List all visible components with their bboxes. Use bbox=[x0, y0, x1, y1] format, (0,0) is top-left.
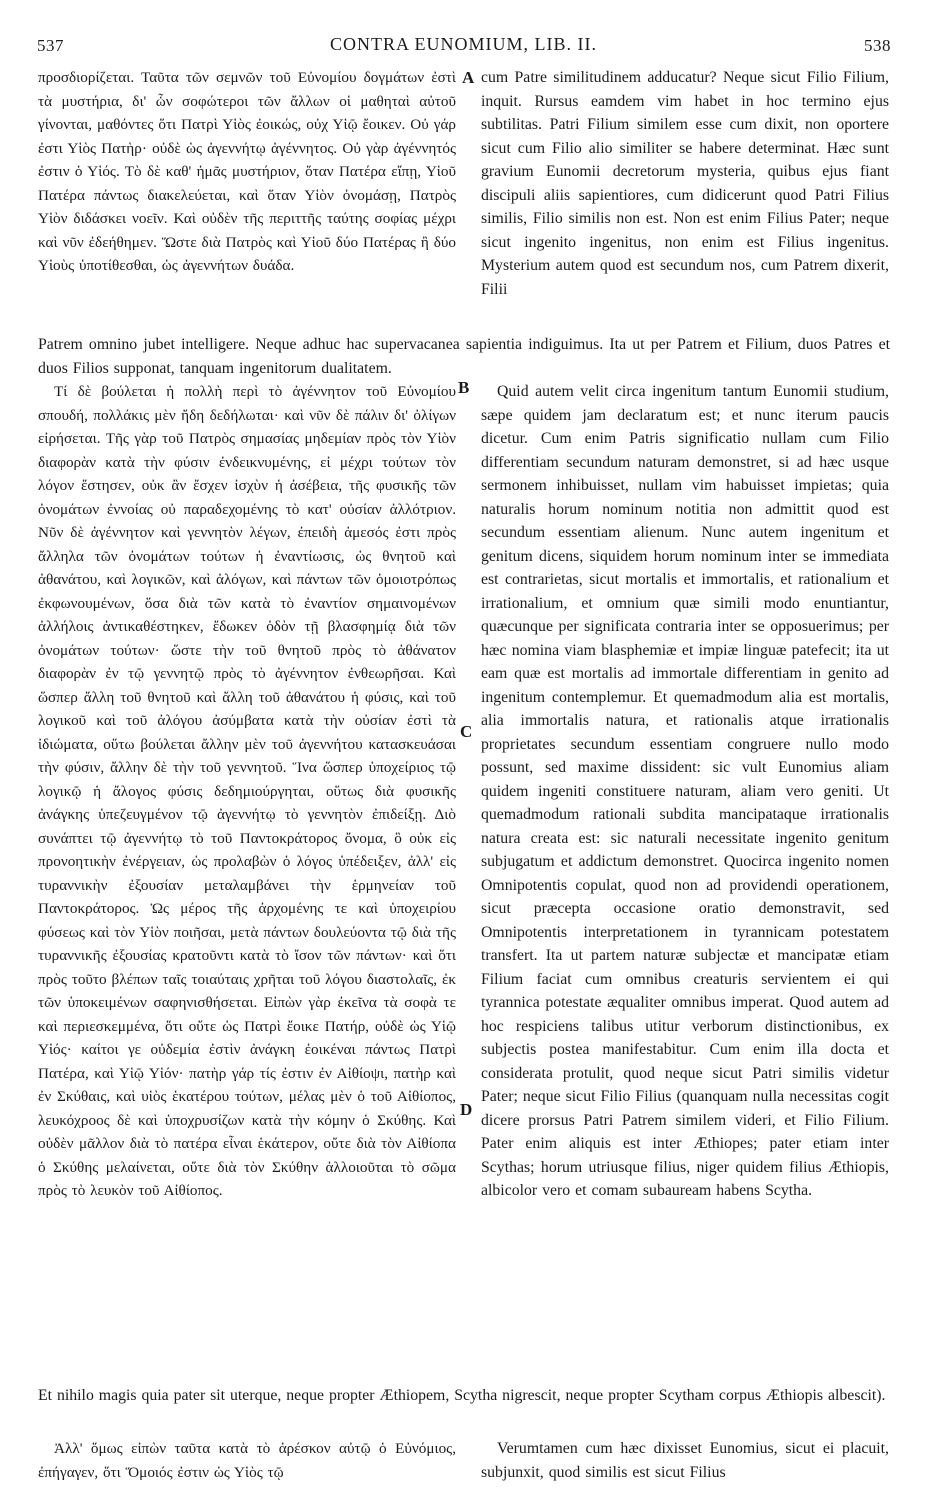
margin-mark-c: C bbox=[460, 722, 473, 741]
latin-column-para2 bbox=[481, 380, 889, 1203]
latin-fullwidth-text-para1: Patrem omnino jubet intelligere. Neque adhuc hac supervacanea sapientia indiguimus. Ita ut per Patrem et Filium, duos Patres et duos Filios supponat, tanquam ingenitorum dualitatem. bbox=[38, 336, 890, 377]
greek-text-para3: Ἀλλ' ὅμως εἰπὼν ταῦτα κατὰ τὸ ἀρέσκον αὐτῷ ὁ Εὐνόμιος, ἐπήγαγεν, ὅτι Ὅμοιός ἐστιν ὡς Υἱὸς τῷ bbox=[38, 1440, 456, 1481]
right-page-number: 538 bbox=[864, 36, 891, 55]
greek-column-para3 bbox=[38, 1437, 456, 1484]
latin-column-para1 bbox=[481, 66, 889, 301]
latin-text-para1: cum Patre similitudinem adducatur? Neque sicut Filio Filium, inquit. Rursus eamdem vim habet in hoc termino ejus subtilitas. Patri Filium similem esse cum dixit, non oportere sicut cum Filio alio similiter se habere determinat. Hæc sunt gravium Eunomii decretorum mysteria, quibus ejus fiant discipuli aliis sapientiores, cum didicerunt quod Patri Filius similis, Filio similis non est. Non est enim Filius Pater; neque sicut ingenito ingenitus, non enim est Filius ingenitus. Mysterium autem quod est secundum nos, cum Patrem dixerit, Filii bbox=[481, 69, 889, 298]
margin-mark-a: A bbox=[462, 68, 475, 87]
left-page-number: 537 bbox=[37, 36, 64, 55]
latin-text-para2: Quid autem velit circa ingenitum tantum Eunomii studium, sæpe quidem jam declaratum est; et nunc iterum paucis dicetur. Cum enim Patris significatio nullam cum Filio differentiam secundum naturam demonstret, si ad hæc usque sermonem inhibuisset, nullam vim habuisset impietas; quia naturalis horum nominum notitia non admittit quod est secundum essentiam alienum. Nunc autem ingenitum et genitum dicens, siquidem horum nominum inter se immediata est contrarietas, sicut mortalis et immortalis, et rationalium et irrationalium, et omnium quæ simili modo enuntiantur, quæcunque per significata contraria inter se opposuerimus; per hæc nomina viam blasphemiæ et impiæ linguæ patefecit; ita ut eam quæ est mortalis ad immortale differentiam in genito ad ingenitum contemplemur. Et quemadmodum alia est mortalis, alia immortalis natura, et rationalis atque irrationalis proprietates secundum essentiam congruere nullo modo possunt, sed maxime dissident: sic vult Eunomius aliam quidem ingeniti constituere naturam, aliam vero geniti. Ut quemadmodum rationali subdita mancipataque irrationalis natura creata est: sic naturali necessitate ingenito genitum subjugatum et addictum demonstret. Quocirca ingenito nomen Omnipotentis copulat, quod non ad providendi operationem, sicut præcepta occasione oratio demonstravit, sed Omnipotentis interpretationem in tyrannicam potestatem transfert. Ita ut partem naturæ subjectæ et mancipatæ etiam Filium faciat cum omnibus creaturis servientem ei qui tyrannica potestate æqualiter omnibus imperat. Quod autem ad hoc respiciens talibus utitur verborum distinctionibus, ex subjectis postea manifestabitur. Cum enim illa docta et considerata protulit, quod neque sicut Patri similis videtur Pater; neque sicut Filio Filius (quanquam nulla necessitas cogit dicere prorsus Patri Patrem similem videri, et Filio Filium. Pater enim aliquis est inter Æthiopes; pater etiam inter Scythas; horum utriusque filius, niger quidem filius Æthiopis, albicolor vero et comam subauream habens Scytha. bbox=[481, 383, 889, 1199]
greek-column-para2 bbox=[38, 380, 456, 1203]
latin-column-para3 bbox=[481, 1437, 889, 1484]
running-title: CONTRA EUNOMIUM, LIB. II. bbox=[330, 34, 597, 54]
greek-text-para1: προσδιορίζεται. Ταῦτα τῶν σεμνῶν τοῦ Εὐνομίου δογμάτων ἐστὶ τὰ μυστήρια, δι' ὧν σοφώτεροι τῶν ἄλλων οἱ μαθηταὶ αὐτοῦ γίνονται, μαθόντες ὅτι Πατρὶ Υἱὸς ἐοικώς, οὐχ Υἱῷ ἔοικεν. Οὐ γάρ ἐστι Υἱὸς Πατὴρ· οὐδὲ ὡς ἀγεννήτῳ ἀγέννητος. Οὐ γὰρ ἀγέννητός ἐστιν ὁ Υἱός. Τὸ δὲ καθ' ἡμᾶς μυστήριον, ὅταν Πατέρα εἴπῃ, Υἱοῦ Πατέρα πάντως διακελεύεται, καὶ ὅταν Υἱὸν ὀνομάσῃ, Πατρὸς Υἱὸν διδάσκει νοεῖν. Καὶ οὐδὲν τῆς περιττῆς ταύτης σοφίας μέχρι καὶ νῦν ἐδεήθημεν. Ὥστε διὰ Πατρὸς καὶ Υἱοῦ δύο Πατέρας ἢ δύο Υἱοὺς ὑποτίθεσθαι, ὡς ἀγεννήτων δυάδα. bbox=[38, 69, 456, 274]
latin-fullwidth-para1 bbox=[38, 333, 890, 380]
margin-mark-b: B bbox=[458, 378, 470, 397]
latin-fullwidth-text-para2: Et nihilo magis quia pater sit uterque, neque propter Æthiopem, Scytha nigrescit, neque propter Scytham corpus Æthiopis albescit). bbox=[38, 1387, 886, 1404]
latin-text-para3: Verumtamen cum hæc dixisset Eunomius, sicut ei placuit, subjunxit, quod similis est sicut Filius bbox=[481, 1440, 889, 1481]
greek-column-para1 bbox=[38, 66, 456, 278]
greek-text-para2: Τί δὲ βούλεται ἡ πολλὴ περὶ τὸ ἀγέννητον τοῦ Εὐνομίου σπουδή, πολλάκις μὲν ἤδη δεδήλωται· καὶ νῦν δὲ πάλιν δι' ὀλίγων εἰρήσεται. Τῆς γὰρ τοῦ Πατρὸς σημασίας μηδεμίαν πρὸς τὸν Υἱὸν διαφορὰν κατὰ τὴν φύσιν ἐνδεικνυμένης, εἰ μέχρι τούτων τὸν λόγον ἔστησεν, οὐκ ἂν ἔσχεν ἰσχὺν ἡ ἀσέβεια, τῆς φυσικῆς τῶν ὀνομάτων ἐννοίας οὐ παραδεχομένης τὸ κατ' οὐσίαν ἀλλότριον. Νῦν δὲ ἀγέννητον καὶ γεννητὸν λέγων, ἐπειδὴ ἀμεσός ἐστι πρὸς ἄλληλα τῶν ὀνομάτων τούτων ἡ ἐναντίωσις, ὡς θνητοῦ καὶ ἀθανάτου, καὶ λογικῶν, καὶ ἀλόγων, καὶ πάντων τῶν ὁμοιοτρόπως ἐκφωνουμένων, ὅσα διὰ τῶν κατὰ τὸ ἐναντίον σημαινομένων ἀλλήλοις ἀντικαθέστηκεν, ἔδωκεν ὁδὸν τῇ βλασφημίᾳ διὰ τῶν ὀνομάτων τούτων· ὥστε τὴν τοῦ θνητοῦ πρὸς τὸ ἀθάνατον διαφορὰν ἐν τῷ γεννητῷ πρὸς τὸ ἀγέννητον ἐνθεωρῆσαι. Καὶ ὥσπερ ἄλλη τοῦ θνητοῦ καὶ ἄλλη τοῦ ἀθανάτου ἡ φύσις, καὶ τοῦ λογικοῦ καὶ τοῦ ἀλόγου ἀσύμβατα κατὰ τὴν οὐσίαν ἐστὶ τὰ ἰδιώματα, οὕτω βούλεται ἄλλην μὲν τοῦ ἀγεννήτου κατασκευάσαι τὴν φύσιν, ἄλλην δὲ τὴν τοῦ γεννητοῦ. Ἵνα ὥσπερ ὑποχείριος τῷ λογικῷ ἡ ἄλογος φύσις δεδημιούργηται, οὕτως διὰ φυσικῆς ἀνάγκης ὑπεζευγμένον τῷ ἀγεννήτῳ τὸ γεννητὸν ἐπιδείξῃ. Διὸ συνάπτει τῷ ἀγεννήτῳ τὸ τοῦ Παντοκράτορος ὄνομα, ὃ οὐκ εἰς προνοητικὴν ἐνέργειαν, ὡς προλαβὼν ὁ λόγος ὑπέδειξεν, ἀλλ' εἰς τυραννικὴν ἐξουσίαν μεταλαμβάνει τὴν ἑρμηνείαν τοῦ Παντοκράτορος. Ὡς μέρος τῆς ἀρχομένης τε καὶ ὑποχειρίου φύσεως καὶ τὸν Υἱὸν ποιῆσαι, μετὰ πάντων δουλεύοντα τῷ διὰ τῆς τυραννικῆς ἐξουσίας κρατοῦντι κατὰ τὸ ἴσον τῶν πάντων· καὶ ὅτι πρὸς τοῦτο βλέπων ταῖς τοιαύταις χρῆται τοῦ λόγου διαστολαῖς, ἐκ τῶν ὑποκειμένων σαφηνισθήσεται. Εἰπὼν γὰρ ἐκεῖνα τὰ σοφὰ τε καὶ περιεσκεμμένα, ὅτι οὔτε ὡς Πατρὶ ἔοικε Πατήρ, οὐδὲ ὡς Υἱῷ Υἱός· καίτοι γε οὐδεμία ἐστὶν ἀνάγκη ἐοικέναι πάντως Πατρὶ Πατέρα, καὶ Υἱῷ Υἱόν· πατὴρ γάρ τίς ἐστιν ἐν Αἰθίοψι, πατὴρ καὶ ἐν Σκύθαις, καὶ υἱὸς ἑκατέρου τούτων, μέλας μὲν ὁ τοῦ Αἰθίοπος, λευκόχροος δὲ καὶ ὑποχρυσίζων κατὰ τὴν κόμην ὁ Σκύθης. Καὶ οὐδὲν μᾶλλον διὰ τὸ πατέρα εἶναι ἑκάτερον, οὔτε διὰ τὸν Αἰθίοπα ὁ Σκύθης μελαίνεται, οὔτε διὰ τὸν Σκύθην ἀλλοιοῦται τὸ σῶμα πρὸς τὸ λευκὸν τοῦ Αἰθίοπος. bbox=[38, 383, 456, 1199]
margin-mark-d: D bbox=[460, 1100, 473, 1119]
latin-fullwidth-para2 bbox=[38, 1384, 890, 1408]
